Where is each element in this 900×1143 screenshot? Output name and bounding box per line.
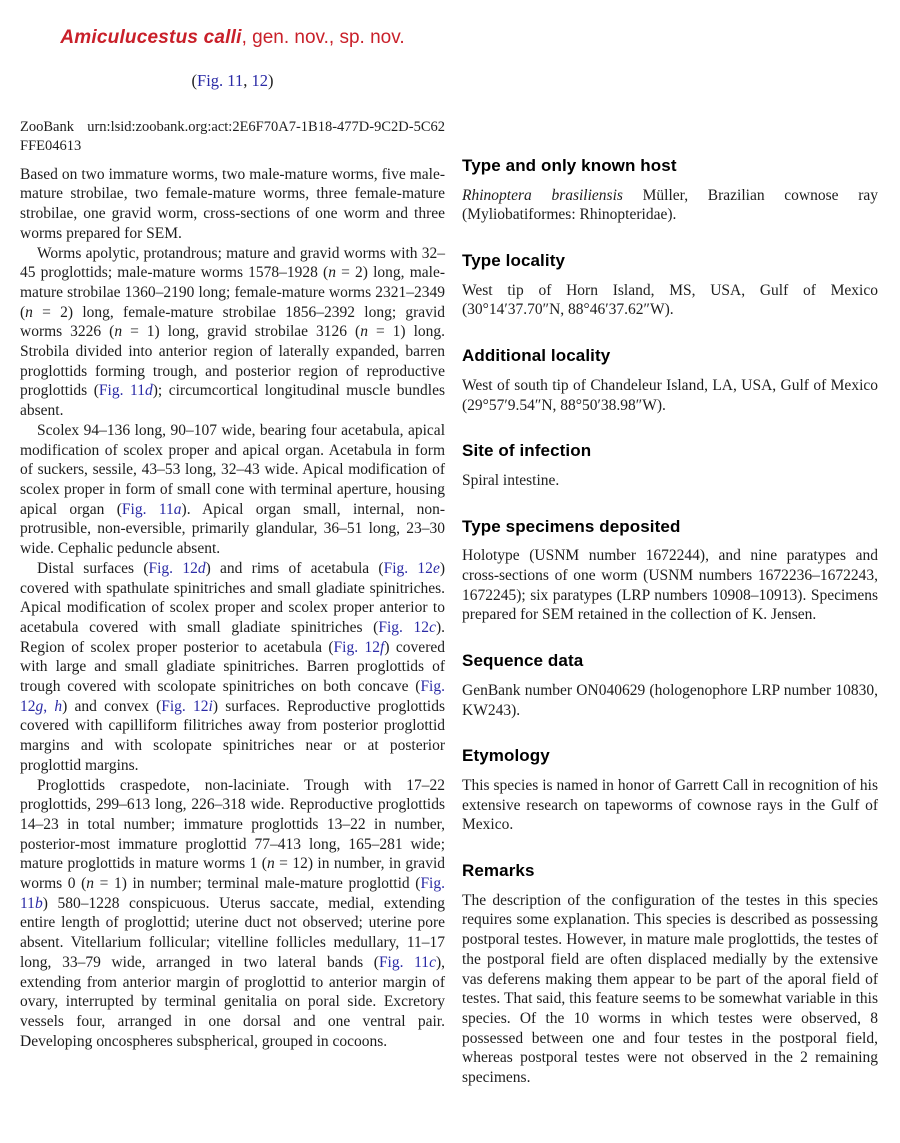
text-segment: Scolex 94–136 long, 90–107 wide, bearing four acetabula, apical modification of scolex proper and apical organ. Acetabula in form of suckers, sessile, 43–53 long, 32–43 wide. Apical modification of scolex proper in form of small cone with terminal aperture, housing apical organ ( <box>20 421 445 518</box>
section-text-type-locality <box>462 281 878 320</box>
text-segment: ) 580–1228 conspicuous. Uterus saccate, medial, extending entire length of proglottid; uterine duct not observed; uterine pore absent. Vitellarium follicular; vitelline follicles medullary, 11–17 long, 33–79 wide, arranged in two lateral bands ( <box>20 894 445 971</box>
text-segment: Proglottids craspedote, non-laciniate. Trough with 17–22 proglottids, 299–613 long, 226–318 wide. Reproductive proglottids 14–23 in total number; immature proglottids 13–22 in number, posterior-most immature proglottid 77–413 long, 165–281 wide; mature proglottids in mature worms 1 ( <box>20 776 445 873</box>
section-text-type-specimens <box>462 546 878 625</box>
title-suffix: , gen. nov., sp. nov. <box>241 27 405 48</box>
figure-link[interactable]: Fig. 12 <box>20 678 445 715</box>
section-heading-type-host: Type and only known host <box>462 156 677 175</box>
figure-reference-line <box>20 71 445 91</box>
section-text-type-host <box>462 186 878 225</box>
figure-link[interactable]: d <box>197 559 206 577</box>
text-segment: This species is named in honor of Garrett Call in recognition of his extensive research on tapeworms of cownose rays in the Gulf of Mexico. <box>462 776 878 834</box>
text-segment: Spiral intestine. <box>462 471 560 489</box>
text-segment: n <box>328 264 336 282</box>
section-text-site-of-infection <box>462 471 878 491</box>
figure-link[interactable]: Fig. 12 <box>161 697 209 715</box>
section-type-specimens <box>462 518 878 626</box>
figure-link[interactable]: b <box>34 894 43 912</box>
figure-link[interactable]: Fig. 11 <box>98 382 145 400</box>
text-segment: Based on two immature worms, two male-mature worms, five male-mature strobilae, two female-mature worms, three female-mature strobilae, one gravid worm, cross-sections of one worm and three worms prepared for SEM. <box>20 165 445 242</box>
species-name: Amiculucestus calli <box>60 27 242 48</box>
text-segment: ) <box>267 70 274 90</box>
text-segment: n <box>25 303 33 321</box>
section-etymology <box>462 747 878 835</box>
description-paragraph-4 <box>20 559 445 776</box>
section-remarks <box>462 862 878 1088</box>
left-column <box>20 0 445 1088</box>
section-heading-site-of-infection: Site of infection <box>462 441 592 461</box>
text-segment: n <box>266 855 275 873</box>
text-segment: Rhinoptera brasiliensis <box>462 186 623 204</box>
text-segment: GenBank number ON040629 (hologenophore LRP number 10830, KW243). <box>462 681 878 719</box>
text-segment: ) and rims of acetabula ( <box>205 559 384 577</box>
text-segment: = 1) long. Strobila divided into anterior region of laterally expanded, barren proglottids forming trough, and posterior region of reproductive proglottids ( <box>20 323 445 400</box>
section-type-locality <box>462 252 878 320</box>
section-site-of-infection <box>462 442 878 490</box>
text-segment: West of south tip of Chandeleur Island, LA, USA, Gulf of Mexico (29°57′9.54″N, 88°50′38.98″W). <box>462 376 878 414</box>
species-title <box>20 26 445 50</box>
section-additional-locality <box>462 347 878 415</box>
description-paragraph-3 <box>20 421 445 559</box>
text-segment: n <box>360 323 368 341</box>
figure-link[interactable]: , <box>43 697 55 715</box>
figure-link[interactable]: f <box>380 638 385 656</box>
figure-link[interactable]: Fig. 12 <box>333 638 381 656</box>
section-type-host <box>462 157 878 225</box>
figure-link[interactable]: i <box>208 697 213 715</box>
figure-link[interactable]: Fig. 11 <box>121 500 174 518</box>
text-segment: ). Region of scolex proper posterior to acetabula ( <box>20 618 445 656</box>
text-segment: = 2) long, female-mature strobilae 1856–2392 long; gravid worms 3226 ( <box>20 303 445 341</box>
section-heading-etymology: Etymology <box>462 746 550 766</box>
figure-link[interactable]: Fig. 12 <box>378 618 430 636</box>
description-paragraph-5 <box>20 776 445 1052</box>
text-segment: , <box>243 70 252 90</box>
zoobank-label: ZooBank <box>20 118 74 135</box>
text-segment: ) surfaces. Reproductive proglottids covered with capilliform filitriches away from posterior proglottid margins and with scolopate spinitriches near or at posterior proglottid margins. <box>20 697 446 774</box>
section-heading-sequence-data: Sequence data <box>462 651 584 671</box>
section-heading-remarks: Remarks <box>462 861 535 881</box>
text-segment: West tip of Horn Island, MS, USA, Gulf of Mexico (30°14′37.70″N, 88°46′37.62″W). <box>462 281 878 319</box>
text-segment: ) covered with large and small gladiate spinitriches. Barren proglottids of trough covered with scolopate spinitriches on both concave ( <box>20 638 445 696</box>
figure-link[interactable]: a <box>173 500 182 518</box>
figure-link[interactable]: h <box>54 697 63 715</box>
text-segment: Holotype (USNM number 1672244), and nine paratypes and cross-sections of one worm (USNM numbers 1672236–1672243, 1672245); six paratypes (LRP numbers 10908–10913). Specimens prepared for SEM retained in the collection of K. Jensen. <box>462 547 878 624</box>
text-segment: ). Apical organ small, internal, non-protrusible, non-eversible, primarily glandular, 36–51 long, 23–30 wide. Cephalic peduncle absent. <box>20 500 445 558</box>
text-segment: = 2) long, male-mature strobilae 1360–2190 long; female-mature worms 2321–2349 ( <box>20 264 445 321</box>
section-text-etymology <box>462 776 878 835</box>
figure-link[interactable]: Fig. 11 <box>197 70 244 90</box>
figure-link[interactable]: c <box>429 953 436 971</box>
figure-link[interactable]: 12 <box>251 70 268 90</box>
figure-link[interactable]: e <box>432 559 440 577</box>
text-segment: The description of the configuration of the testes in this species requires some explanation. This species is described as possessing postporal testes. However, in mature male proglottids, the testes of the postporal field are often displaced medially by the extensive vas deferens making them appear to be part of the aporal field of testes. That said, this feature seems to be somewhat variable in this species. Of the 10 worms in which testes were observed, 8 possessed between one and four testes in the postporal field, whereas postporal testes were not observed in the 2 remaining specimens. <box>462 891 878 1087</box>
text-segment: ); circumcortical longitudinal muscle bundles absent. <box>20 382 445 420</box>
description-paragraph-1 <box>20 165 445 244</box>
text-segment: Müller, Brazilian cownose ray (Myliobatiformes: Rhinopteridae). <box>462 186 878 224</box>
figure-link[interactable]: Fig. 11 <box>20 875 445 912</box>
section-sequence-data <box>462 652 878 720</box>
text-segment: = 1) long, gravid strobilae 3126 ( <box>122 323 361 341</box>
section-heading-additional-locality: Additional locality <box>462 346 611 366</box>
description-paragraph-2 <box>20 244 445 421</box>
zoobank-lsid-part1: urn:lsid:zoobank.org:act:2E6F70A7-1B18-477D-9C2D-5C62 <box>87 118 445 135</box>
figure-link[interactable]: Fig. 12 <box>383 559 433 577</box>
text-segment: = 1) in number; terminal male-mature proglottid ( <box>94 875 421 893</box>
section-heading-type-specimens: Type specimens deposited <box>462 516 681 536</box>
zoobank-registration <box>20 118 445 156</box>
section-text-sequence-data <box>462 681 878 720</box>
figure-link[interactable]: c <box>429 618 436 636</box>
right-column <box>462 0 878 1088</box>
text-segment: Worms apolytic, protandrous; mature and gravid worms with 32–45 proglottids; male-mature worms 1578–1928 ( <box>20 244 445 282</box>
zoobank-line-1 <box>20 118 445 137</box>
figure-link[interactable]: Fig. 11 <box>378 953 430 971</box>
section-heading-type-locality: Type locality <box>462 251 566 271</box>
text-segment: = 12) in number, in gravid worms 0 ( <box>20 855 445 893</box>
text-segment: ), extending from anterior margin of proglottid to anterior margin of ovary, interrupted by terminal genitalia on poral side. Excretory vessels four, arranged in one dorsal and one ventral pair. Developing oncospheres subspherical, grouped in cocoons. <box>20 953 445 1050</box>
text-segment: ) covered with spathulate spinitriches and small gladiate spinitriches. Apical modification of scolex proper and scolex proper anterior to acetabula covered with small gladiate spinitriches ( <box>20 559 445 636</box>
figure-link[interactable]: Fig. 12 <box>148 559 198 577</box>
text-segment: n <box>114 323 123 341</box>
text-segment: ) and convex ( <box>62 697 162 715</box>
section-text-additional-locality <box>462 376 878 415</box>
figure-link[interactable]: g <box>35 697 44 715</box>
text-segment: ( <box>191 70 198 90</box>
text-segment: Distal surfaces ( <box>37 559 149 577</box>
section-text-remarks <box>462 891 878 1088</box>
text-segment: n <box>86 875 95 893</box>
zoobank-lsid-part2: FFE04613 <box>20 137 82 154</box>
figure-link[interactable]: d <box>144 382 153 400</box>
